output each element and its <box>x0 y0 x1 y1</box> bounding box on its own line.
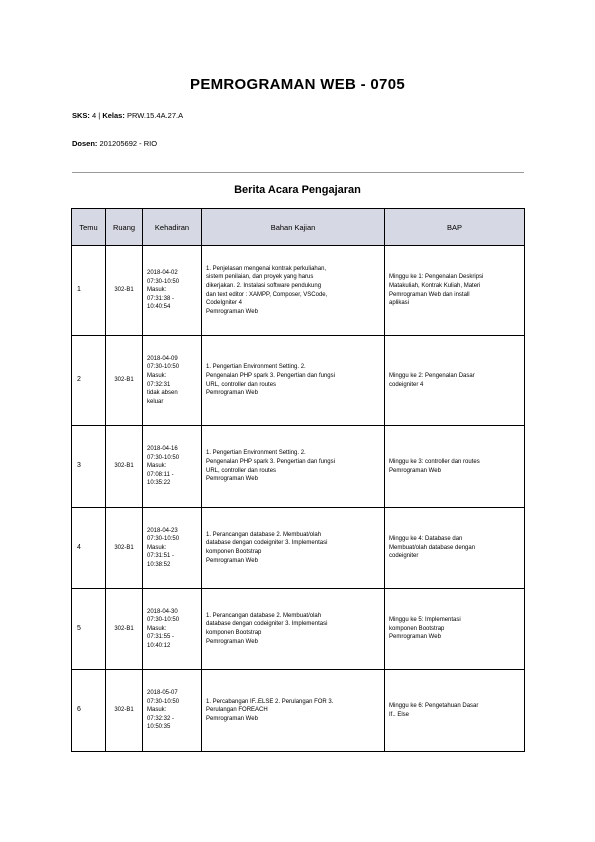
kehadiran-line: 10:40:54 <box>147 304 171 311</box>
ruang-cell: 302-B1 <box>106 246 143 336</box>
ruang-cell: 302-B1 <box>106 336 143 426</box>
bahan-kajian-line: CodeIgniter 4 <box>206 300 243 307</box>
kehadiran-line: 07:08:11 - <box>147 471 174 478</box>
kehadiran-line: 2018-04-23 <box>147 527 178 534</box>
bahan-kajian-line: 1. Perancangan database 2. Membuat/olah <box>206 531 322 538</box>
bahan-kajian-line: URL, controller dan routes <box>206 381 277 388</box>
sks-value: 4 <box>92 111 97 120</box>
kehadiran-line: Masuk: <box>147 463 167 470</box>
bap-line: Membuat/olah database dengan <box>389 544 476 551</box>
table-row <box>72 589 525 670</box>
table-header-row <box>72 209 525 246</box>
table-row <box>72 336 525 426</box>
header-ruang: Ruang <box>106 209 143 246</box>
bap-line: Minggu ke 5: Implementasi <box>389 617 461 624</box>
bahan-kajian-cell <box>202 589 385 670</box>
bap-line: Matakuliah, Kontrak Kuliah, Materi <box>389 282 481 289</box>
bap-line: Pemrograman Web <box>389 634 441 641</box>
meta-separator: | <box>98 111 101 120</box>
bap-cell <box>385 246 525 336</box>
bahan-kajian-line: Perulangan FOREACH <box>206 707 268 714</box>
temu-cell: 6 <box>72 670 106 752</box>
kehadiran-line: 07:30-10:50 <box>147 454 180 461</box>
dosen-value: 201205692 - RIO <box>99 139 158 148</box>
bahan-kajian-line: Pemrograman Web <box>206 308 258 315</box>
kehadiran-line: Masuk: <box>147 287 167 294</box>
table-row <box>72 246 525 336</box>
kehadiran-cell <box>143 508 202 589</box>
bap-line: Minggu ke 2: Pengenalan Dasar <box>389 372 475 379</box>
bap-line: Pemrograman Web dan install <box>389 291 470 298</box>
kehadiran-cell <box>143 589 202 670</box>
kehadiran-cell <box>143 336 202 426</box>
temu-cell: 1 <box>72 246 106 336</box>
bahan-kajian-cell <box>202 426 385 508</box>
bahan-kajian-line: URL, controller dan routes <box>206 467 277 474</box>
kehadiran-line: 10:38:52 <box>147 561 171 568</box>
bahan-kajian-line: dan text editor : XAMPP, Composer, VSCode, <box>206 291 328 298</box>
ruang-cell: 302-B1 <box>106 426 143 508</box>
bahan-kajian-line: 1. Perancangan database 2. Membuat/olah <box>206 612 322 619</box>
table-row <box>72 508 525 589</box>
bap-cell <box>385 336 525 426</box>
kehadiran-line: Masuk: <box>147 372 167 379</box>
kehadiran-line: 07:30-10:50 <box>147 364 180 371</box>
table-row <box>72 426 525 508</box>
bahan-kajian-line: sistem penilaian, dan proyek yang harus <box>206 274 314 281</box>
bap-line: Pemrograman Web <box>389 467 441 474</box>
kehadiran-line: 07:30-10:50 <box>147 698 180 705</box>
kehadiran-line: Masuk: <box>147 707 167 714</box>
bahan-kajian-line: Pemrograman Web <box>206 390 258 397</box>
bahan-kajian-line: dikerjakan. 2. Instalasi software pendukung <box>206 282 322 289</box>
ruang-cell: 302-B1 <box>106 589 143 670</box>
ruang-cell: 302-B1 <box>106 670 143 752</box>
course-meta-line <box>72 111 183 120</box>
kehadiran-line: keluar <box>147 398 164 405</box>
ruang-cell: 302-B1 <box>106 508 143 589</box>
kehadiran-line: 2018-04-16 <box>147 446 178 453</box>
kehadiran-line: 07:30-10:50 <box>147 278 180 285</box>
table-row <box>72 670 525 752</box>
header-bap: BAP <box>385 209 525 246</box>
kehadiran-line: 10:50:35 <box>147 724 171 731</box>
kehadiran-line: 07:30-10:50 <box>147 536 180 543</box>
kehadiran-line: 2018-04-30 <box>147 608 178 615</box>
bap-cell <box>385 426 525 508</box>
kehadiran-cell <box>143 670 202 752</box>
lecturer-line <box>72 139 157 148</box>
bap-line: Minggu ke 1: Pengenalan Deskripsi <box>389 274 484 281</box>
bahan-kajian-line: database dengan codeigniter 3. Implementasi <box>206 540 328 547</box>
dosen-label: Dosen: <box>72 139 98 148</box>
bahan-kajian-line: 1. Percabangan IF..ELSE 2. Perulangan FOR 3. <box>206 698 334 705</box>
kehadiran-line: 2018-05-07 <box>147 690 178 697</box>
kehadiran-line: 07:31:55 - <box>147 634 175 641</box>
bap-line: komponen Bootstrap <box>389 625 445 632</box>
bahan-kajian-line: Pemrograman Web <box>206 557 258 564</box>
kehadiran-line: tidak absen <box>147 390 178 397</box>
bahan-kajian-line: Pengenalan PHP spark 3. Pengertian dan fungsi <box>206 458 335 465</box>
bahan-kajian-line: Pemrograman Web <box>206 476 258 483</box>
bahan-kajian-cell <box>202 246 385 336</box>
divider <box>72 172 524 173</box>
kehadiran-line: 07:32:31 <box>147 381 171 388</box>
kehadiran-line: 10:35:22 <box>147 480 171 487</box>
bahan-kajian-line: Pemrograman Web <box>206 638 258 645</box>
kehadiran-cell <box>143 246 202 336</box>
kehadiran-line: 07:31:51 - <box>147 553 175 560</box>
kehadiran-cell <box>143 426 202 508</box>
header-bahan-kajian: Bahan Kajian <box>202 209 385 246</box>
sks-label: SKS: <box>72 111 90 120</box>
temu-cell: 4 <box>72 508 106 589</box>
bap-line: Minggu ke 6: Pengetahuan Dasar <box>389 702 479 709</box>
bap-line: Minggu ke 4: Database dan <box>389 536 463 543</box>
temu-cell: 2 <box>72 336 106 426</box>
bahan-kajian-line: Pemrograman Web <box>206 715 258 722</box>
bap-cell <box>385 589 525 670</box>
bap-line: If.. Else <box>389 711 410 718</box>
bap-line: aplikasi <box>389 300 410 307</box>
teaching-report-table <box>71 208 525 752</box>
temu-cell: 3 <box>72 426 106 508</box>
bahan-kajian-line: 1. Penjelasan mengenai kontrak perkuliahan, <box>206 265 327 272</box>
bahan-kajian-cell <box>202 508 385 589</box>
header-kehadiran: Kehadiran <box>143 209 202 246</box>
header-temu: Temu <box>72 209 106 246</box>
bahan-kajian-line: database dengan codeigniter 3. Implementasi <box>206 621 328 628</box>
bap-cell <box>385 508 525 589</box>
kehadiran-line: 07:31:38 - <box>147 295 175 302</box>
bahan-kajian-cell <box>202 670 385 752</box>
bap-line: codeigniter 4 <box>389 381 424 388</box>
bahan-kajian-line: komponen Bootstrap <box>206 630 262 636</box>
kelas-label: Kelas: <box>102 111 125 120</box>
kehadiran-line: 07:30-10:50 <box>147 617 180 624</box>
section-title: Berita Acara Pengajaran <box>234 184 361 196</box>
kehadiran-line: 10:40:12 <box>147 642 171 649</box>
bahan-kajian-line: komponen Bootstrap <box>206 549 262 555</box>
kehadiran-line: 2018-04-02 <box>147 270 178 277</box>
kehadiran-line: 2018-04-09 <box>147 355 178 362</box>
bahan-kajian-line: 1. Pengertian Environment Setting. 2. <box>206 364 306 371</box>
bap-cell <box>385 670 525 752</box>
bahan-kajian-line: Pengenalan PHP spark 3. Pengertian dan fungsi <box>206 372 335 379</box>
temu-cell: 5 <box>72 589 106 670</box>
course-title: PEMROGRAMAN WEB - 0705 <box>190 76 405 93</box>
kehadiran-line: 07:32:32 - <box>147 715 175 722</box>
bahan-kajian-line: 1. Pengertian Environment Setting. 2. <box>206 450 306 457</box>
bap-line: Minggu ke 3: controller dan routes <box>389 458 480 465</box>
bap-line: codeigniter <box>389 553 419 560</box>
bahan-kajian-cell <box>202 336 385 426</box>
kehadiran-line: Masuk: <box>147 625 167 632</box>
kehadiran-line: Masuk: <box>147 544 167 551</box>
kelas-value: PRW.15.4A.27.A <box>126 111 184 120</box>
